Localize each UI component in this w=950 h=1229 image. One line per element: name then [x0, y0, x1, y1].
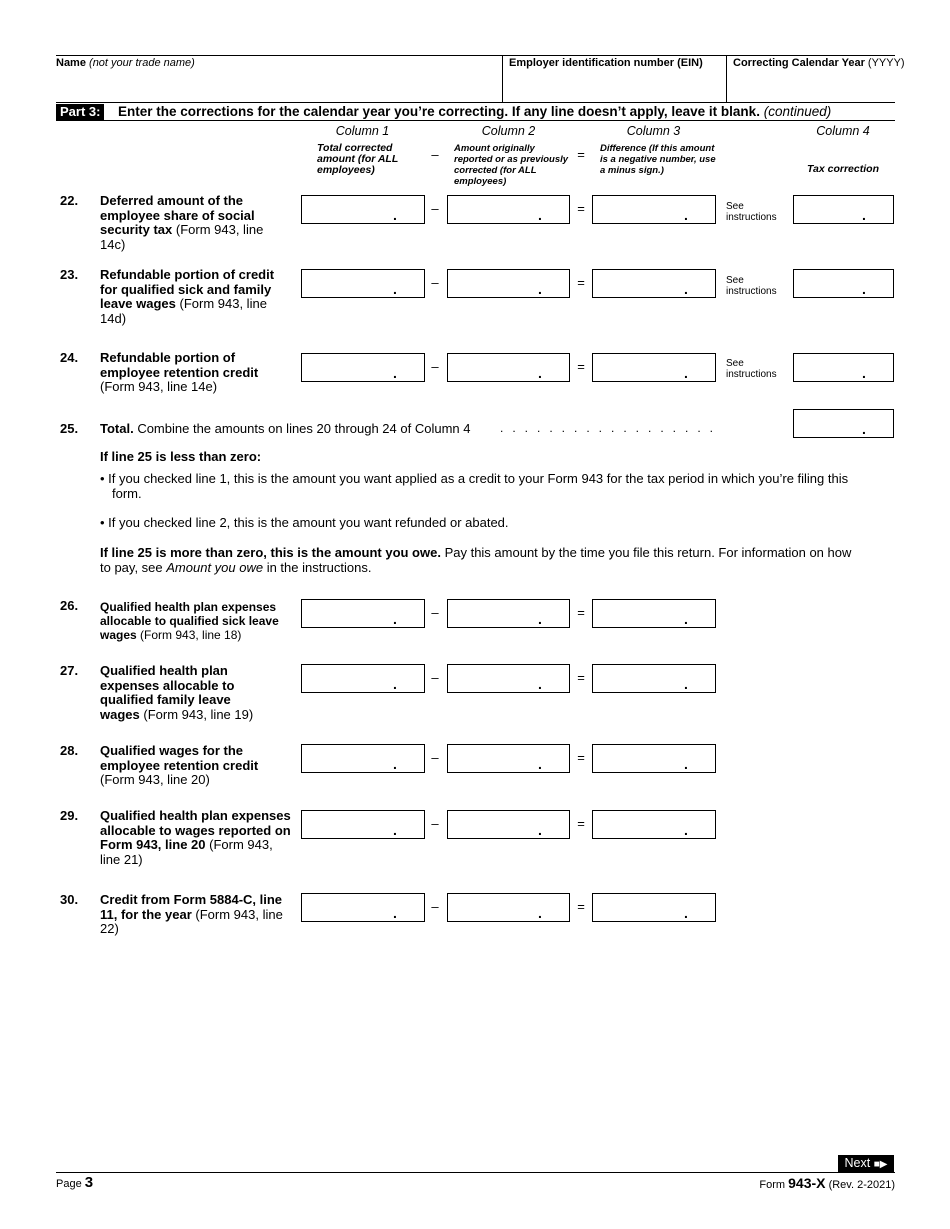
- line-25-total-input[interactable]: .: [793, 409, 894, 438]
- line-23-column-2-input[interactable]: .: [447, 269, 570, 298]
- column-4-description: Tax correction: [807, 163, 879, 175]
- line-29-column-1-input[interactable]: .: [301, 810, 425, 839]
- line-22-column-1-input[interactable]: .: [301, 195, 425, 224]
- line-28-minus: –: [431, 750, 439, 765]
- column-1-heading: Column 1: [335, 124, 390, 138]
- next-arrow-icon: ■▶: [873, 1159, 888, 1170]
- line-23-column-1-input[interactable]: .: [301, 269, 425, 298]
- line-29-column-3-input[interactable]: .: [592, 810, 716, 839]
- line-23-column-4-input[interactable]: .: [793, 269, 894, 298]
- line-22-column-3-input[interactable]: .: [592, 195, 716, 224]
- line-29-minus: –: [431, 816, 439, 831]
- line-29-column-2-input[interactable]: .: [447, 810, 570, 839]
- next-page-button[interactable]: Next ■▶: [838, 1155, 894, 1172]
- part3-rule: [56, 120, 895, 121]
- line-23-description: Refundable portion of credit for qualified sick and family leave wages (Form 943, line 14d): [100, 267, 275, 326]
- year-field-label: Correcting Calendar Year (YYYY): [733, 57, 905, 69]
- instruction-bullet-1: • If you checked line 1, this is the amount you want applied as a credit to your Form 943 for the tax period in which you’re filing this form.: [100, 471, 849, 501]
- column-3-description: Difference (If this amount is a negative number, use a minus sign.): [600, 143, 716, 176]
- line-24-column-2-input[interactable]: .: [447, 353, 570, 382]
- line-22-description: Deferred amount of the employee share of social security tax (Form 943, line 14c): [100, 193, 264, 252]
- line-24-equals: =: [577, 359, 585, 374]
- line-24-minus: –: [431, 359, 439, 374]
- line-24-column-3-input[interactable]: .: [592, 353, 716, 382]
- line-22-column-2-input[interactable]: .: [447, 195, 570, 224]
- line-23-number: 23.: [60, 267, 79, 282]
- line-24-number: 24.: [60, 350, 79, 365]
- line-22-minus: –: [431, 201, 439, 216]
- part3-tag: Part 3:: [56, 104, 104, 120]
- line-24-see-instructions: See instructions: [726, 358, 777, 380]
- line-30-column-1-input[interactable]: .: [301, 893, 425, 922]
- line-28-equals: =: [577, 750, 585, 765]
- line-22-see-instructions: See instructions: [726, 201, 777, 223]
- ein-field[interactable]: [504, 72, 724, 100]
- column-4-heading: Column 4: [816, 124, 870, 138]
- header-bottom-rule: [56, 102, 895, 103]
- page-number: Page 3: [56, 1174, 94, 1191]
- footer-rule: [56, 1172, 895, 1173]
- line-27-column-2-input[interactable]: .: [447, 664, 570, 693]
- line-29-number: 29.: [60, 808, 79, 823]
- line-23-equals: =: [577, 275, 585, 290]
- line-30-column-3-input[interactable]: .: [592, 893, 716, 922]
- line-23-column-3-input[interactable]: .: [592, 269, 716, 298]
- more-than-zero-instruction: If line 25 is more than zero, this is the amount you owe. Pay this amount by the time you file this return. For information on how to pay, see Amount you owe in the instructions.: [100, 545, 852, 575]
- header-equals-sign: =: [577, 147, 585, 162]
- line-28-description: Qualified wages for the employee retention credit (Form 943, line 20): [100, 743, 259, 787]
- part3-banner: [56, 104, 895, 120]
- header-divider-1: [502, 55, 503, 102]
- column-3-heading: Column 3: [626, 124, 681, 138]
- line-27-equals: =: [577, 670, 585, 685]
- ein-field-label: Employer identification number (EIN): [509, 57, 703, 69]
- form-identifier: Form 943-X (Rev. 2-2021): [759, 1175, 895, 1191]
- line-26-column-2-input[interactable]: .: [447, 599, 570, 628]
- line-30-column-2-input[interactable]: .: [447, 893, 570, 922]
- line-29-equals: =: [577, 816, 585, 831]
- column-1-description: Total corrected amount (for ALL employees): [317, 142, 399, 176]
- line-27-column-3-input[interactable]: .: [592, 664, 716, 693]
- line-30-description: Credit from Form 5884-C, line 11, for the year (Form 943, line 22): [100, 892, 283, 936]
- header-top-rule: [56, 55, 895, 56]
- part3-title: Enter the corrections for the calendar year you’re correcting. If any line doesn’t apply, leave it blank. (continued): [118, 104, 832, 119]
- line-29-description: Qualified health plan expenses allocable to wages reported on Form 943, line 20 (Form 943, line 21): [100, 808, 291, 867]
- line-22-number: 22.: [60, 193, 79, 208]
- line-22-column-4-input[interactable]: .: [793, 195, 894, 224]
- name-field-label: Name (not your trade name): [56, 57, 195, 69]
- name-field[interactable]: [56, 72, 500, 100]
- less-than-zero-heading: If line 25 is less than zero:: [100, 449, 262, 464]
- line-24-column-1-input[interactable]: .: [301, 353, 425, 382]
- line-27-number: 27.: [60, 663, 79, 678]
- line-30-equals: =: [577, 899, 585, 914]
- line-24-description: Refundable portion of employee retention credit (Form 943, line 14e): [100, 350, 259, 394]
- line-25-leader-dots: ..................: [500, 421, 723, 435]
- column-2-description: Amount originally reported or as previously corrected (for ALL employees): [454, 143, 569, 187]
- line-26-description: Qualified health plan expenses allocable to qualified sick leave wages (Form 943, line 18): [100, 600, 279, 642]
- line-24-column-4-input[interactable]: .: [793, 353, 894, 382]
- line-23-minus: –: [431, 275, 439, 290]
- line-28-column-2-input[interactable]: .: [447, 744, 570, 773]
- line-27-column-1-input[interactable]: .: [301, 664, 425, 693]
- line-26-number: 26.: [60, 598, 79, 613]
- line-26-equals: =: [577, 605, 585, 620]
- header-divider-2: [726, 55, 727, 102]
- line-28-column-1-input[interactable]: .: [301, 744, 425, 773]
- line-26-column-1-input[interactable]: .: [301, 599, 425, 628]
- instruction-bullet-2: • If you checked line 2, this is the amount you want refunded or abated.: [100, 515, 509, 530]
- line-28-number: 28.: [60, 743, 79, 758]
- line-23-see-instructions: See instructions: [726, 275, 777, 297]
- line-26-minus: –: [431, 605, 439, 620]
- header-minus-sign: –: [431, 147, 439, 162]
- column-2-heading: Column 2: [481, 124, 536, 138]
- line-27-description: Qualified health plan expenses allocable to qualified family leave wages (Form 943, line 19): [100, 663, 254, 722]
- line-26-column-3-input[interactable]: .: [592, 599, 716, 628]
- line-27-minus: –: [431, 670, 439, 685]
- line-28-column-3-input[interactable]: .: [592, 744, 716, 773]
- line-25-description: Total. Combine the amounts on lines 20 through 24 of Column 4: [100, 421, 471, 436]
- line-30-minus: –: [431, 899, 439, 914]
- year-field[interactable]: [728, 72, 894, 100]
- line-30-number: 30.: [60, 892, 79, 907]
- line-25-number: 25.: [60, 421, 79, 436]
- line-22-equals: =: [577, 201, 585, 216]
